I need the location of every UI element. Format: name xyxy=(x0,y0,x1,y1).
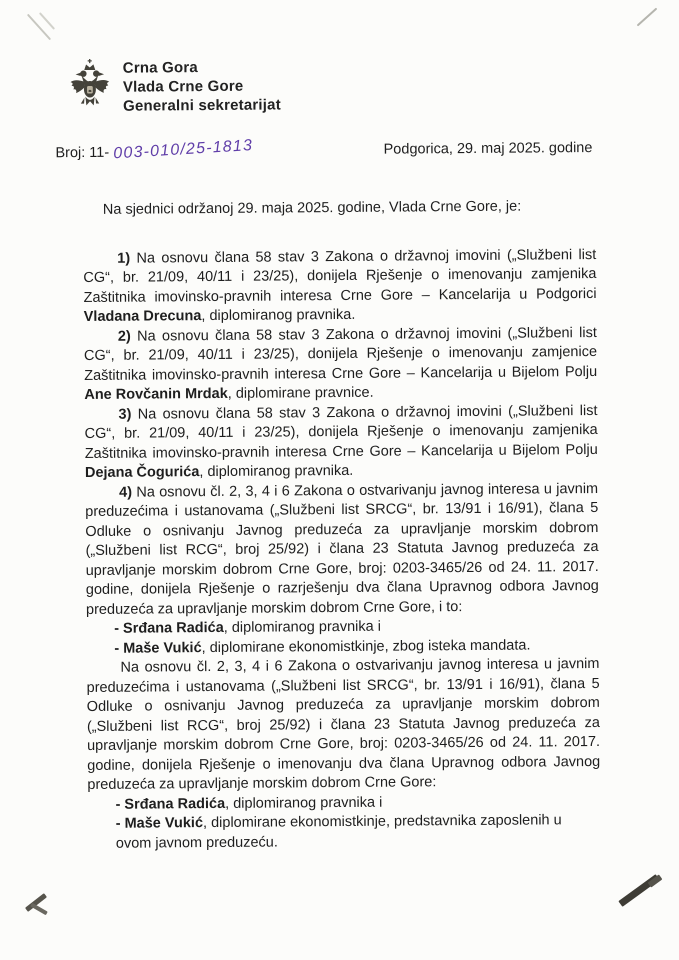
document-number-label: Broj: 11- xyxy=(55,144,110,162)
text-segment: Na osnovu člana 58 stav 3 Zakona o državnoj imovini („Službeni list CG“, br. 21/09, 40/11 i 23/25), donijela Rješenje o imenovanju zamjenika Zaštitnika imovinsko-pravnih interesa Crne Gore – Kancelarija u Podgorici xyxy=(83,246,597,306)
text-segment: , diplomiranog pravnika. xyxy=(199,462,354,481)
text-segment: Na osnovu čl. 2, 3, 4 i 6 Zakona o ostvarivanju javnog interesa u javnim preduzećima i ustanovama („Službeni list SRCG“, br. 13/91 i 16/91), člana 5 Odluke o osnivanju Javnog preduzeća za upravljanje morskim dobrom („Službeni list RCG“, broj 25/92) i člana 23 Statuta Javnog preduzeća za upravljanje morskim dobrom Crne Gore, broj: 0203-3465/26 od 24. 11. 2017. godine, donijela Rješenje o imenovanju dva člana Upravnog odbora Javnog preduzeća za upravljanje morskim dobrom Crne Gore: xyxy=(86,655,601,793)
letterhead-text xyxy=(123,57,281,115)
paragraph-item-5 xyxy=(86,655,600,796)
paragraph-item-4 xyxy=(85,479,599,620)
text-segment: Na osnovu člana 58 stav 3 Zakona o državnoj imovini („Službeni list CG“, br. 21/09, 40/11 i 23/25), donijela Rješenje o imenovanju zamjenice Zaštitnika imovinsko-pravnih interesa Crne Gore – Kancelarija u Bijelom Polju xyxy=(83,324,598,384)
bold-text-segment: Ane Rovčanin Mrdak xyxy=(84,385,228,404)
text-segment: Na sjednici održanoj 29. maja 2025. godine, Vlada Crne Gore, je: xyxy=(102,198,522,218)
bold-text-segment: - Maše Vukić xyxy=(115,815,204,832)
text-segment: , diplomiranog pravnika. xyxy=(201,306,356,325)
meta-row xyxy=(55,137,593,163)
text-segment: , diplomirane ekonomistkinje, zbog isteka mandata. xyxy=(201,637,531,656)
session-intro xyxy=(83,197,596,221)
place-and-date: Podgorica, 29. maj 2025. godine xyxy=(383,140,593,158)
document-number xyxy=(55,137,254,163)
text-segment: , diplomiranog pravnika i xyxy=(225,794,383,812)
paragraph-item-1 xyxy=(83,245,597,327)
text-segment: Na osnovu čl. 2, 3, 4 i 6 Zakona o ostvarivanju javnog interesa u javnim preduzećima i ustanovama („Službeni list SRCG“, br. 13/91 i 16/91), člana 5 Odluke o osnivanju Javnog preduzeća za upravljanje morskim dobrom („Službeni list RCG“, broj 25/92) i člana 23 Statuta Javnog preduzeća za upravljanje morskim dobrom Crne Gore, broj: 0203-3465/26 od 24. 11. 2017. godine, donijela Rješenje o razrješenju dva člana Upravnog odbora Javnog preduzeća za upravljanje morskim dobrom Crne Gore, i to: xyxy=(85,480,599,618)
bold-text-segment: 2) xyxy=(117,328,138,345)
text-segment: , diplomiranog pravnika i xyxy=(223,618,381,636)
bold-text-segment: - Srđana Radića xyxy=(115,795,226,813)
text-segment: Na osnovu člana 58 stav 3 Zakona o državnoj imovini („Službeni list CG“, br. 21/09, 40/11 i 23/25), donijela Rješenje o imenovanju zamjenika Zaštitnika imovinsko-pravnih interesa Crne Gore – Kancelarija u Bijelom Polju xyxy=(84,402,598,462)
document-number-handwritten: 003-010/25-1813 xyxy=(112,137,254,163)
text-segment: , diplomirane pravnice. xyxy=(227,384,374,402)
document-body xyxy=(83,197,601,854)
secretariat-name: Generalni sekretarijat xyxy=(122,96,281,115)
letterhead xyxy=(67,57,281,116)
bold-text-segment: 1) xyxy=(117,250,137,267)
bold-text-segment: 3) xyxy=(118,406,138,423)
bold-text-segment: 4) xyxy=(119,484,137,501)
coat-of-arms-icon xyxy=(67,59,113,116)
paragraph-item-3 xyxy=(84,401,598,483)
bold-text-segment: Vladana Drecuna xyxy=(83,308,202,326)
list-item-4 xyxy=(116,811,601,854)
paragraph-item-2 xyxy=(84,323,598,405)
bold-text-segment: - Maše Vukić xyxy=(114,639,202,657)
bold-text-segment: Dejana Čogurića xyxy=(84,464,200,481)
government-name: Vlada Crne Gore xyxy=(122,77,244,96)
country-name: Crna Gora xyxy=(122,59,198,77)
bold-text-segment: - Srđana Radića xyxy=(114,619,224,637)
text-segment: , diplomirane ekonomistkinje, predstavnika zaposlenih u ovom javnom preduzeću. xyxy=(115,812,562,852)
